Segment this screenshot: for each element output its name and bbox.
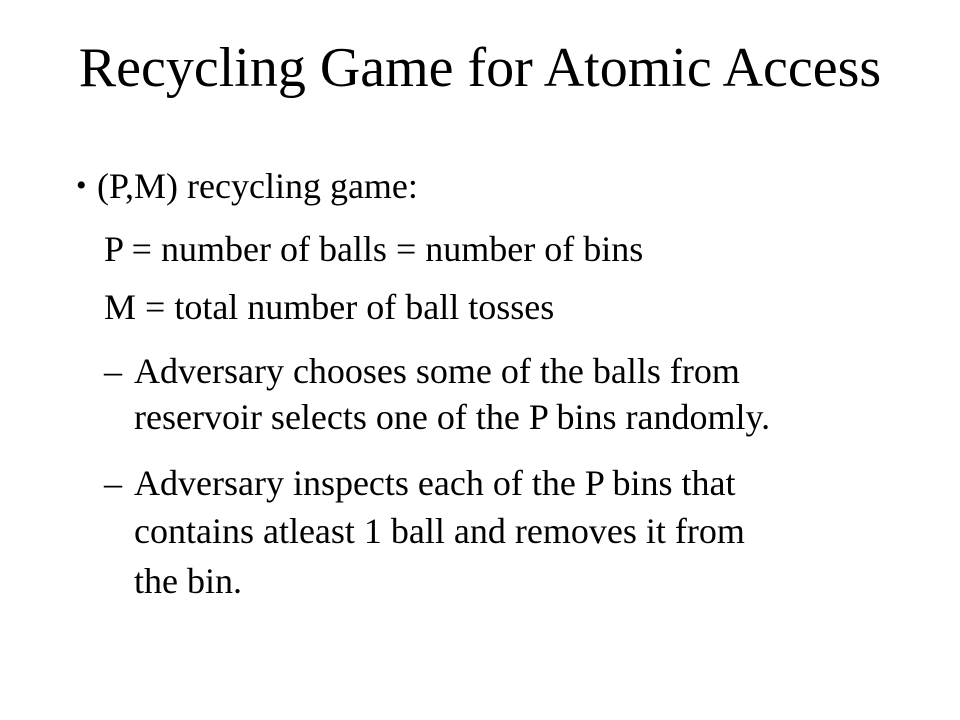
definition-m: M = total number of ball tosses <box>104 287 555 327</box>
sub-bullet-dash-1: – <box>104 351 122 391</box>
sub-bullet-2-line-3: the bin. <box>134 561 242 601</box>
sub-bullet-1-line-1: Adversary chooses some of the balls from <box>134 351 740 391</box>
bullet-text: (P,M) recycling game: <box>97 166 418 206</box>
sub-bullet-2-line-2: contains atleast 1 ball and removes it from <box>134 511 745 551</box>
sub-bullet-1-line-2: reservoir selects one of the P bins randomly. <box>134 397 771 437</box>
definition-p: P = number of balls = number of bins <box>104 229 644 269</box>
sub-bullet-dash-2: – <box>104 463 122 503</box>
slide-title: Recycling Game for Atomic Access <box>78 37 882 99</box>
bullet-glyph: • <box>76 169 87 202</box>
sub-bullet-2-line-1: Adversary inspects each of the P bins that <box>134 463 736 503</box>
